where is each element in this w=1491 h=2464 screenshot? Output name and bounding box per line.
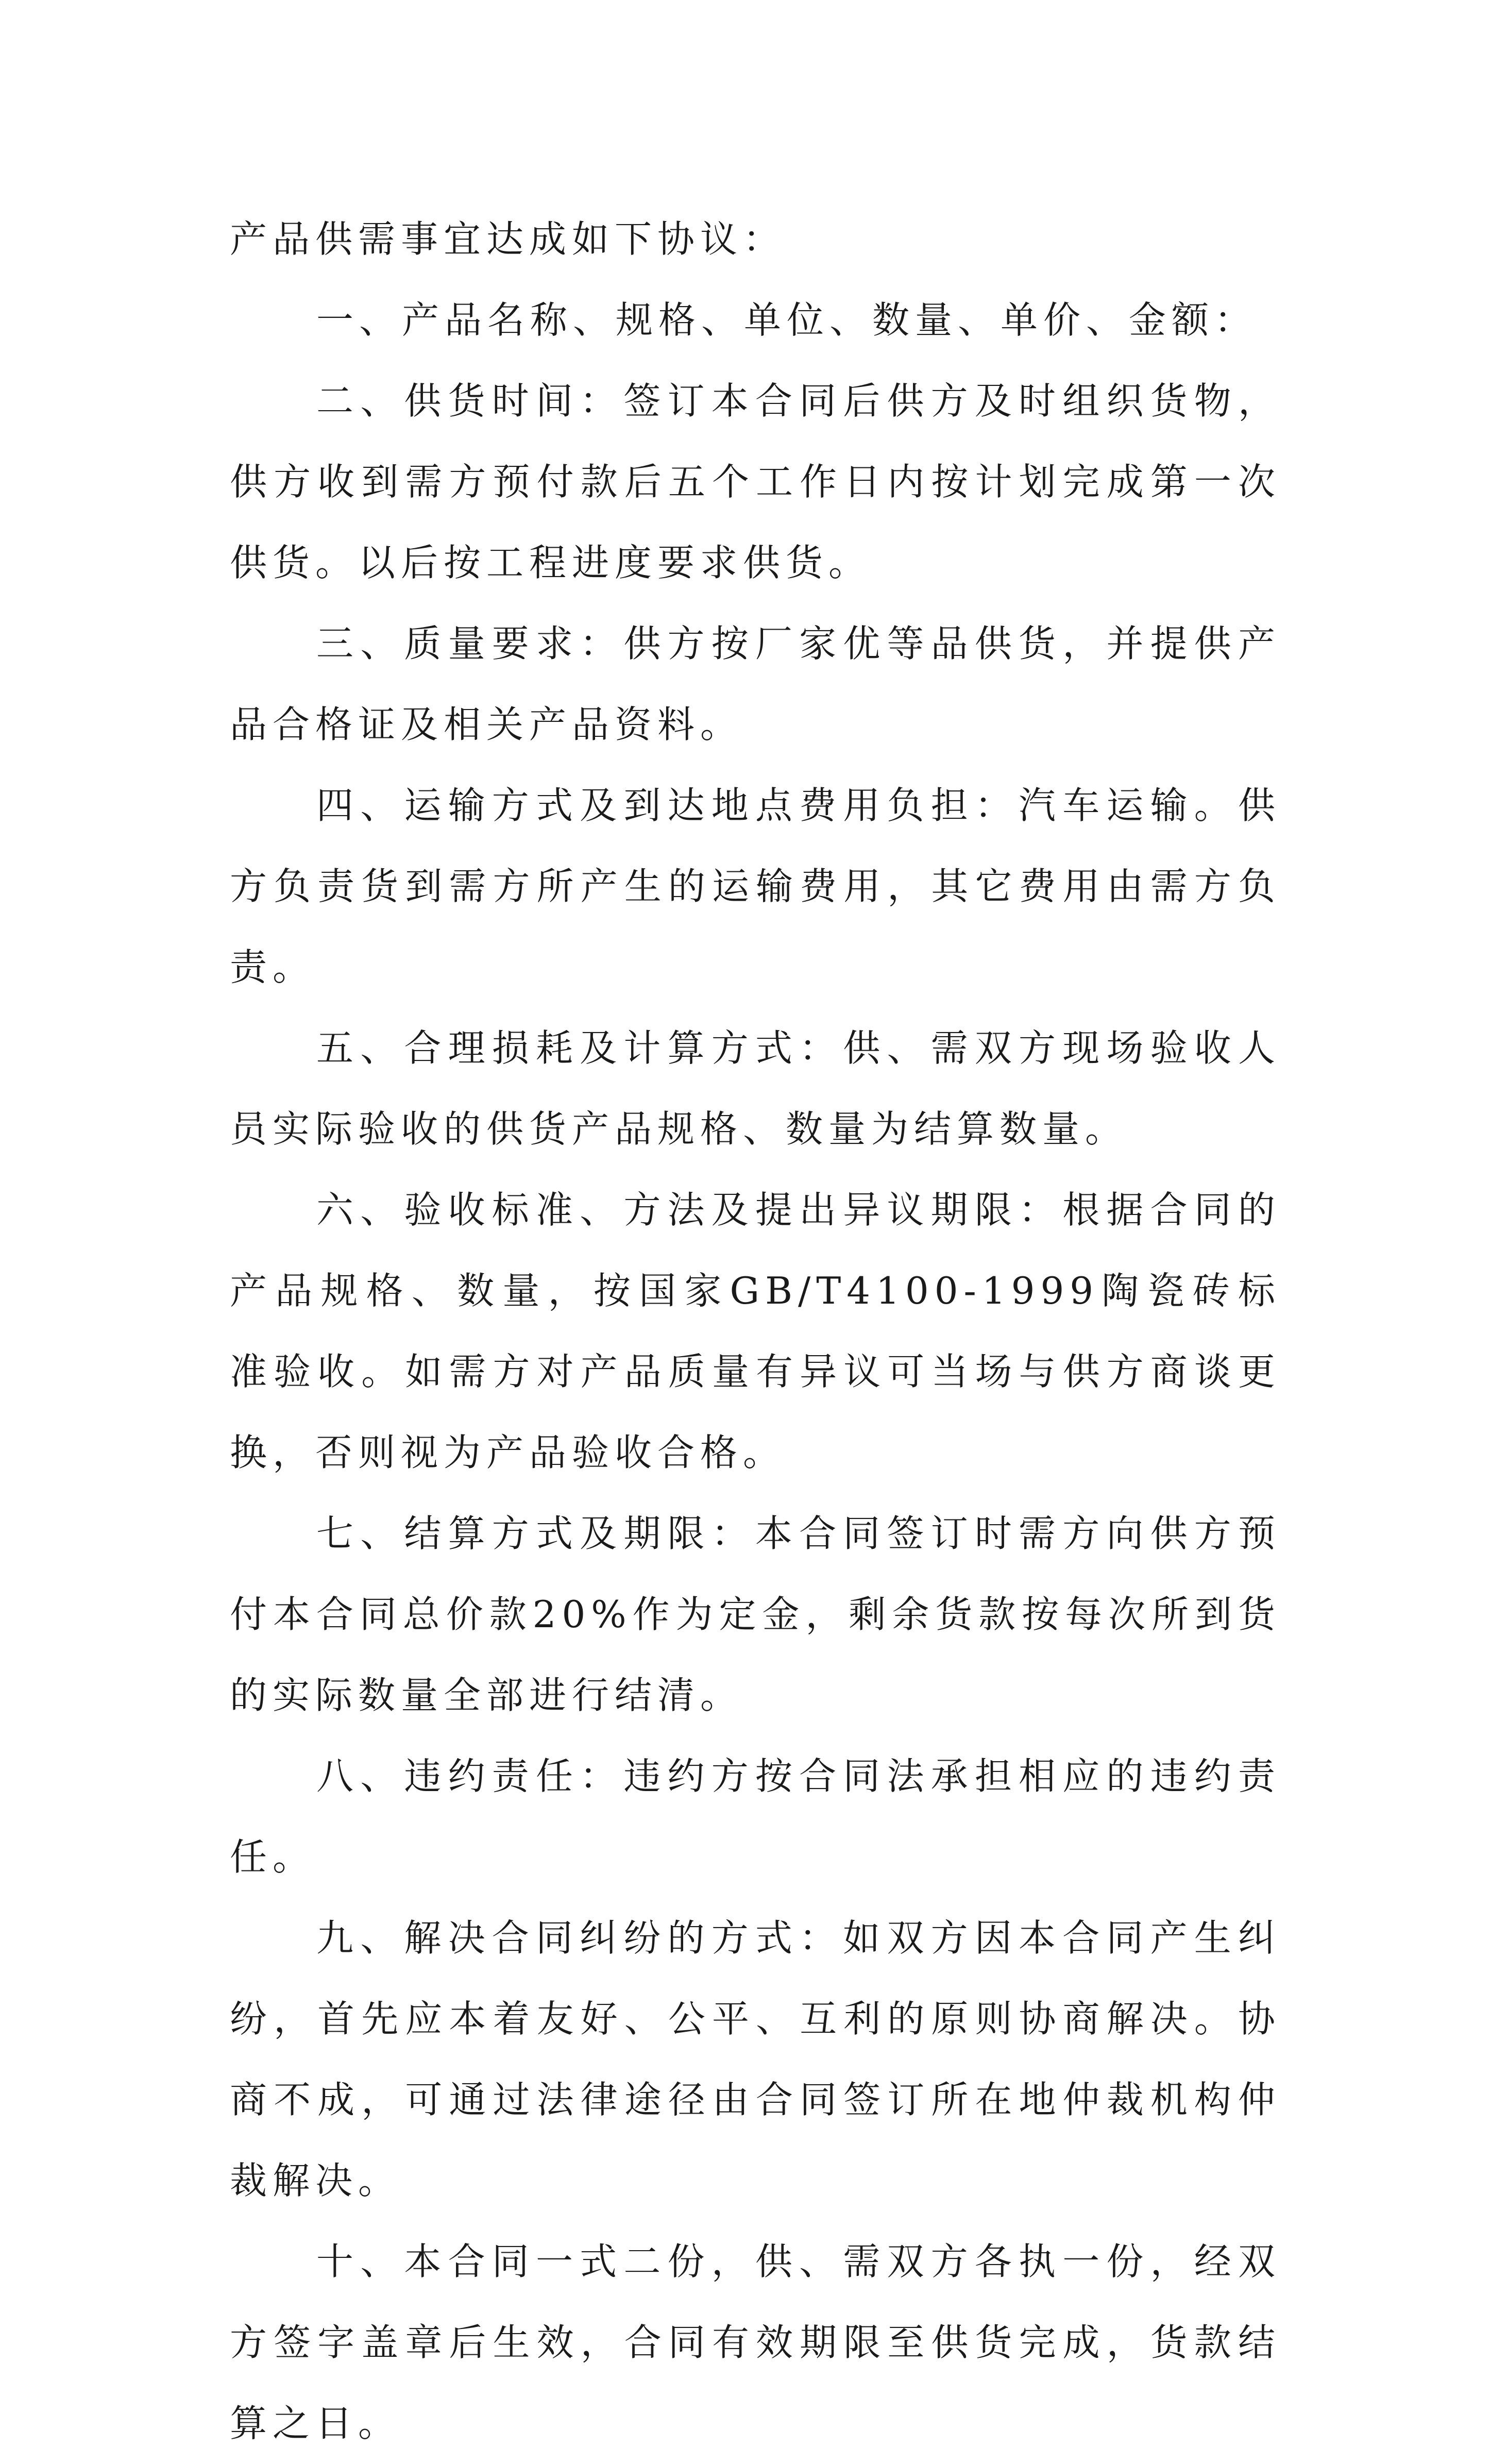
clause-5: 五、合理损耗及计算方式：供、需双方现场验收人员实际验收的供货产品规格、数量为结算数量。 xyxy=(230,1026,1281,1151)
clause-9: 九、解决合同纠纷的方式：如双方因本合同产生纠纷，首先应本着友好、公平、互利的原则协商解决。协商不成，可通过法律途径由合同签订所在地仲裁机构仲裁解决。 xyxy=(230,1916,1281,2202)
clause-4: 四、运输方式及到达地点费用负担：汽车运输。供方负责货到需方所产生的运输费用，其它费用由需方负责。 xyxy=(230,784,1281,989)
clause-7: 七、结算方式及期限：本合同签订时需方向供方预付本合同总价款20%作为定金，剩余货款按每次所到货的实际数量全部进行结清。 xyxy=(230,1512,1281,1717)
clause-1: 一、产品名称、规格、单位、数量、单价、金额： xyxy=(316,298,1258,342)
clause-8: 八、违约责任：违约方按合同法承担相应的违约责任。 xyxy=(230,1754,1281,1879)
clause-10: 十、本合同一式二份，供、需双方各执一份，经双方签字盖章后生效，合同有效期限至供货完成，货款结算之日。 xyxy=(230,2240,1281,2445)
clause-2: 二、供货时间：签订本合同后供方及时组织货物，供方收到需方预付款后五个工作日内按计划完成第一次供货。以后按工程进度要求供货。 xyxy=(230,379,1281,584)
clause-6: 六、验收标准、方法及提出异议期限：根据合同的产品规格、数量，按国家GB/T4100-1999陶瓷砖标准验收。如需方对产品质量有异议可当场与供方商谈更换，否则视为产品验收合格。 xyxy=(230,1188,1281,1474)
contract-body xyxy=(230,199,1281,2464)
lead-paragraph: 产品供需事宜达成如下协议： xyxy=(230,217,786,261)
clause-3: 三、质量要求：供方按厂家优等品供货，并提供产品合格证及相关产品资料。 xyxy=(230,622,1281,746)
